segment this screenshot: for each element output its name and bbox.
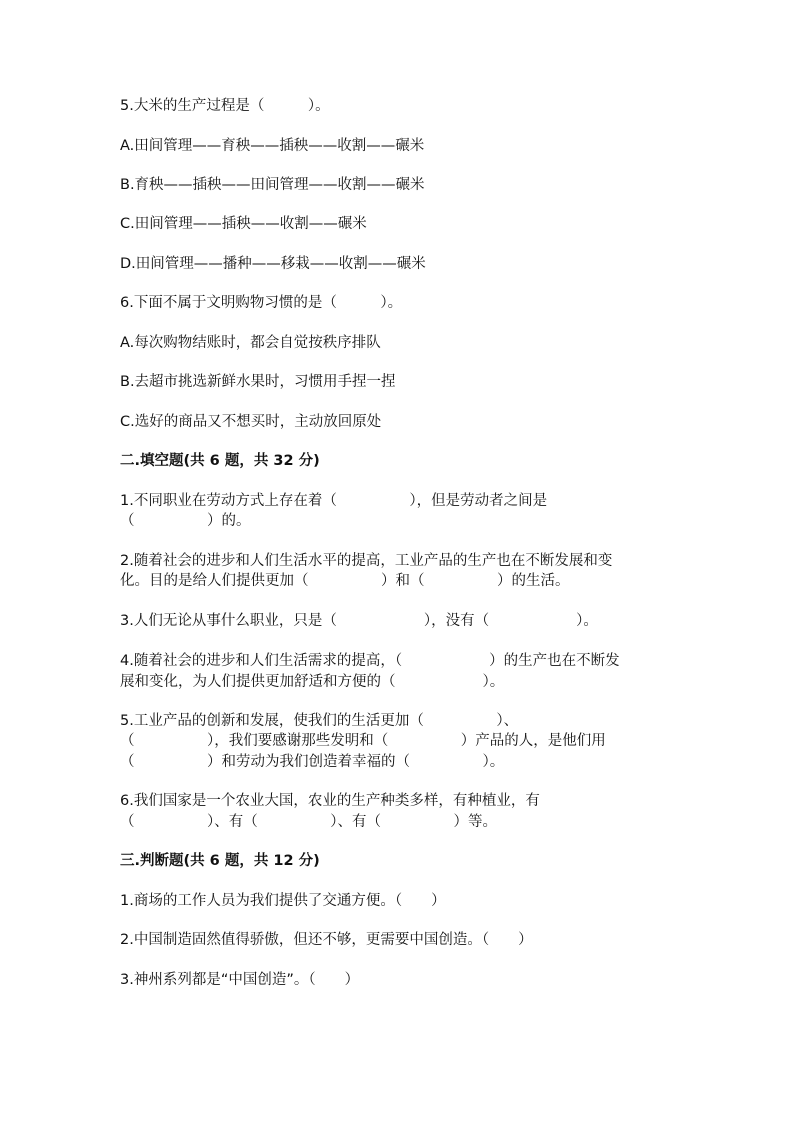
fill-q6-line-1: 6.我们国家是一个农业大国，农业的生产种类多样，有种植业，有 — [120, 793, 540, 809]
question-6-option-c: C.选好的商品又不想买时，主动放回原处 — [120, 414, 382, 430]
judge-q3: 3.神州系列都是“中国创造”。（ ） — [120, 972, 360, 988]
question-6-option-b: B.去超市挑选新鲜水果时，习惯用手捏一捏 — [120, 374, 396, 390]
fill-q4-line-1: 4.随着社会的进步和人们生活需求的提高，（ ）的生产也在不断发 — [120, 653, 620, 669]
fill-q3-line-1: 3.人们无论从事什么职业，只是（ ），没有（ ）。 — [120, 613, 598, 629]
fill-q2-line-1: 2.随着社会的进步和人们生活水平的提高，工业产品的生产也在不断发展和变 — [120, 553, 613, 569]
judge-q2: 2.中国制造固然值得骄傲，但还不够，更需要中国创造。（ ） — [120, 932, 533, 948]
question-6-stem: 6.下面不属于文明购物习惯的是（ ）。 — [120, 295, 403, 311]
question-5-option-a: A.田间管理——育秧——插秧——收割——碾米 — [120, 138, 425, 154]
fill-q1-line-2: （ ）的。 — [120, 513, 251, 529]
fill-q2-line-2: 化。目的是给人们提供更加（ ）和（ ）的生活。 — [120, 573, 570, 589]
fill-q6-line-2: （ ）、有（ ）、有（ ）等。 — [120, 814, 497, 830]
fill-q1-line-1: 1.不同职业在劳动方式上存在着（ ），但是劳动者之间是 — [120, 493, 548, 509]
question-5-option-d: D.田间管理——播种——移栽——收割——碾米 — [120, 256, 426, 272]
question-5-option-b: B.育秧——插秧——田间管理——收割——碾米 — [120, 177, 425, 193]
question-5-stem: 5.大米的生产过程是（ ）。 — [120, 98, 330, 114]
fill-q4-line-2: 展和变化，为人们提供更加舒适和方便的（ ）。 — [120, 674, 505, 690]
question-5-option-c: C.田间管理——插秧——收割——碾米 — [120, 216, 367, 232]
fill-q5-line-2: （ ），我们要感谢那些发明和（ ）产品的人，是他们用 — [120, 733, 606, 749]
fill-q5-line-1: 5.工业产品的创新和发展，使我们的生活更加（ ）、 — [120, 713, 519, 729]
judge-q1: 1.商场的工作人员为我们提供了交通方便。（ ） — [120, 893, 446, 909]
judge-section-heading: 三.判断题(共 6 题，共 12 分) — [120, 853, 320, 869]
fill-q5-line-3: （ ）和劳动为我们创造着幸福的（ ）。 — [120, 754, 505, 770]
fill-section-heading: 二.填空题(共 6 题，共 32 分) — [120, 453, 320, 469]
question-6-option-a: A.每次购物结账时，都会自觉按秩序排队 — [120, 335, 381, 351]
